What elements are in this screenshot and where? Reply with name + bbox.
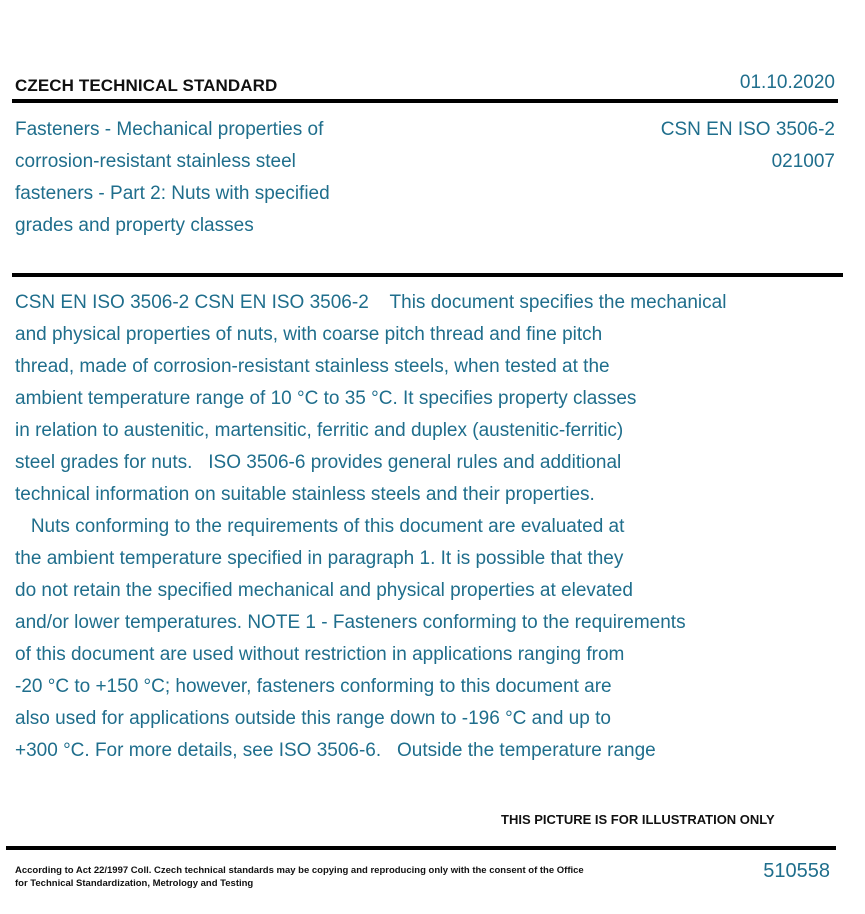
abstract-line: thread, made of corrosion-resistant stainless steels, when tested at the xyxy=(15,356,610,377)
abstract-line: CSN EN ISO 3506-2 CSN EN ISO 3506-2 This document specifies the mechanical xyxy=(15,292,727,313)
abstract-line: the ambient temperature specified in paragraph 1. It is possible that they xyxy=(15,548,624,569)
legal-notice-line: According to Act 22/1997 Coll. Czech technical standards may be copying and reproducing only with the consent of the Office xyxy=(15,865,584,876)
standard-title-line: fasteners - Part 2: Nuts with specified xyxy=(15,183,330,204)
abstract-line: -20 °C to +150 °C; however, fasteners conforming to this document are xyxy=(15,676,612,697)
standard-type-heading: CZECH TECHNICAL STANDARD xyxy=(15,76,278,95)
abstract-line: Nuts conforming to the requirements of this document are evaluated at xyxy=(15,516,625,537)
abstract-text xyxy=(15,287,830,767)
standard-title-line: corrosion-resistant stainless steel xyxy=(15,151,296,172)
legal-notice-line: for Technical Standardization, Metrology and Testing xyxy=(15,878,254,889)
document-number: 510558 xyxy=(763,860,830,882)
publication-date: 01.10.2020 xyxy=(739,72,835,93)
classification-number: 021007 xyxy=(771,151,835,172)
abstract-line: +300 °C. For more details, see ISO 3506-6. Outside the temperature range xyxy=(15,740,656,761)
standard-code: CSN EN ISO 3506-2 xyxy=(660,119,835,140)
footer-divider xyxy=(6,846,836,850)
abstract-line: in relation to austenitic, martensitic, ferritic and duplex (austenitic-ferritic) xyxy=(15,420,624,441)
standard-title xyxy=(15,114,395,242)
standard-identifiers xyxy=(661,114,835,178)
title-divider xyxy=(12,273,843,277)
header-divider xyxy=(12,99,838,103)
standard-title-line: grades and property classes xyxy=(15,215,254,236)
abstract-line: of this document are used without restriction in applications ranging from xyxy=(15,644,625,665)
illustration-notice: THIS PICTURE IS FOR ILLUSTRATION ONLY xyxy=(501,812,775,827)
legal-notice xyxy=(15,864,615,890)
abstract-line: also used for applications outside this range down to -196 °C and up to xyxy=(15,708,611,729)
abstract-line: do not retain the specified mechanical and physical properties at elevated xyxy=(15,580,633,601)
abstract-line: technical information on suitable stainless steels and their properties. xyxy=(15,484,595,505)
abstract-line: and/or lower temperatures. NOTE 1 - Fasteners conforming to the requirements xyxy=(15,612,686,633)
abstract-line: ambient temperature range of 10 °C to 35 °C. It specifies property classes xyxy=(15,388,637,409)
abstract-line: steel grades for nuts. ISO 3506-6 provides general rules and additional xyxy=(15,452,622,473)
standard-title-line: Fasteners - Mechanical properties of xyxy=(15,119,324,140)
abstract-line: and physical properties of nuts, with coarse pitch thread and fine pitch xyxy=(15,324,603,345)
